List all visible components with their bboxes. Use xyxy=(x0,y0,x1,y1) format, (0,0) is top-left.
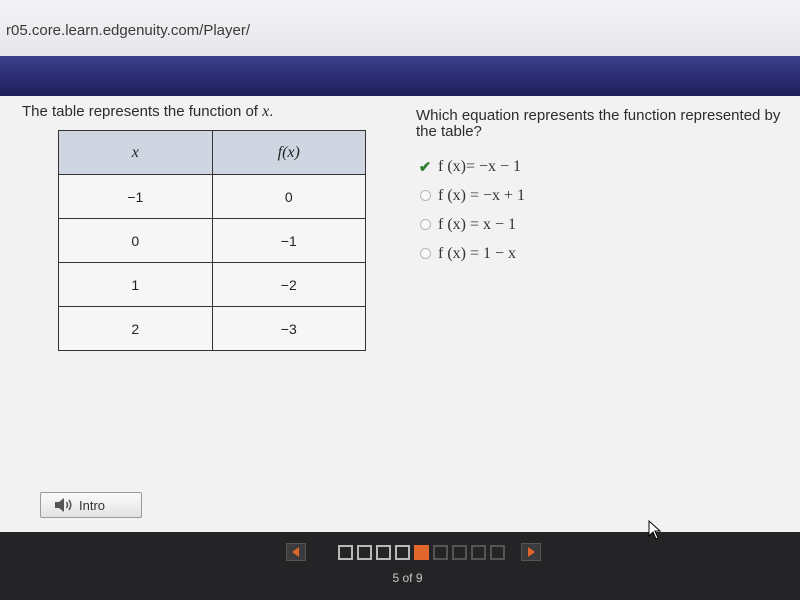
answer-option-3[interactable] xyxy=(418,210,525,239)
speaker-icon xyxy=(53,497,73,513)
question-box-9[interactable] xyxy=(490,545,505,560)
question-panel xyxy=(0,96,800,532)
fx-cell: 0 xyxy=(212,175,366,219)
question-box-7[interactable] xyxy=(452,545,467,560)
question-box-4[interactable] xyxy=(395,545,410,560)
answer-option-4[interactable] xyxy=(418,239,525,268)
mouse-cursor-icon xyxy=(648,520,662,540)
x-cell: −1 xyxy=(59,175,213,219)
triangle-left-icon xyxy=(292,547,300,557)
table-header-row xyxy=(59,131,366,175)
answer-option-label: f (x)= −x − 1 xyxy=(438,157,522,175)
x-cell: 0 xyxy=(59,219,213,263)
radio-button[interactable] xyxy=(418,247,432,261)
url-text[interactable]: r05.core.learn.edgenuity.com/Player/ xyxy=(6,22,251,39)
table-prompt xyxy=(22,103,273,121)
table-prompt-end: . xyxy=(269,103,274,120)
answer-options xyxy=(418,152,525,268)
question-navigator xyxy=(286,542,541,562)
answer-option-1[interactable] xyxy=(418,152,525,181)
intro-label: Intro xyxy=(79,497,106,513)
x-cell: 1 xyxy=(59,263,213,307)
table-row xyxy=(59,263,366,307)
question-box-8[interactable] xyxy=(471,545,486,560)
header-fx: f(x) xyxy=(212,131,366,175)
previous-button[interactable] xyxy=(286,543,306,561)
table-row xyxy=(59,307,366,351)
page-indicator: 5 of 9 xyxy=(392,571,423,585)
header-bar xyxy=(0,56,800,96)
fx-cell: −1 xyxy=(212,219,366,263)
question-box-6[interactable] xyxy=(433,545,448,560)
table-prompt-text: The table represents the function of xyxy=(22,103,263,120)
question-box-1[interactable] xyxy=(338,545,353,560)
answer-option-label: f (x) = 1 − x xyxy=(438,244,517,262)
question-box-3[interactable] xyxy=(376,545,391,560)
table-row xyxy=(59,175,366,219)
question-box-5[interactable] xyxy=(414,545,429,560)
function-table xyxy=(58,130,366,351)
question-box-2[interactable] xyxy=(357,545,372,560)
answer-option-label: f (x) = −x + 1 xyxy=(438,186,526,204)
answer-option-label: f (x) = x − 1 xyxy=(438,215,517,233)
check-icon: ✔ xyxy=(418,158,432,176)
next-button[interactable] xyxy=(521,543,541,561)
fx-cell: −3 xyxy=(212,307,366,351)
radio-button[interactable] xyxy=(418,189,432,203)
fx-cell: −2 xyxy=(212,263,366,307)
intro-button[interactable] xyxy=(40,492,142,518)
x-cell: 2 xyxy=(59,307,213,351)
question-progress xyxy=(338,545,509,560)
question-prompt: Which equation represents the function represented by the table? xyxy=(416,107,781,140)
table-prompt-variable: x xyxy=(262,103,270,120)
answer-option-2[interactable] xyxy=(418,181,525,210)
table-row xyxy=(59,219,366,263)
browser-address-bar xyxy=(0,0,800,56)
header-x: x xyxy=(59,131,213,175)
radio-button[interactable] xyxy=(418,218,432,232)
triangle-right-icon xyxy=(527,547,535,557)
